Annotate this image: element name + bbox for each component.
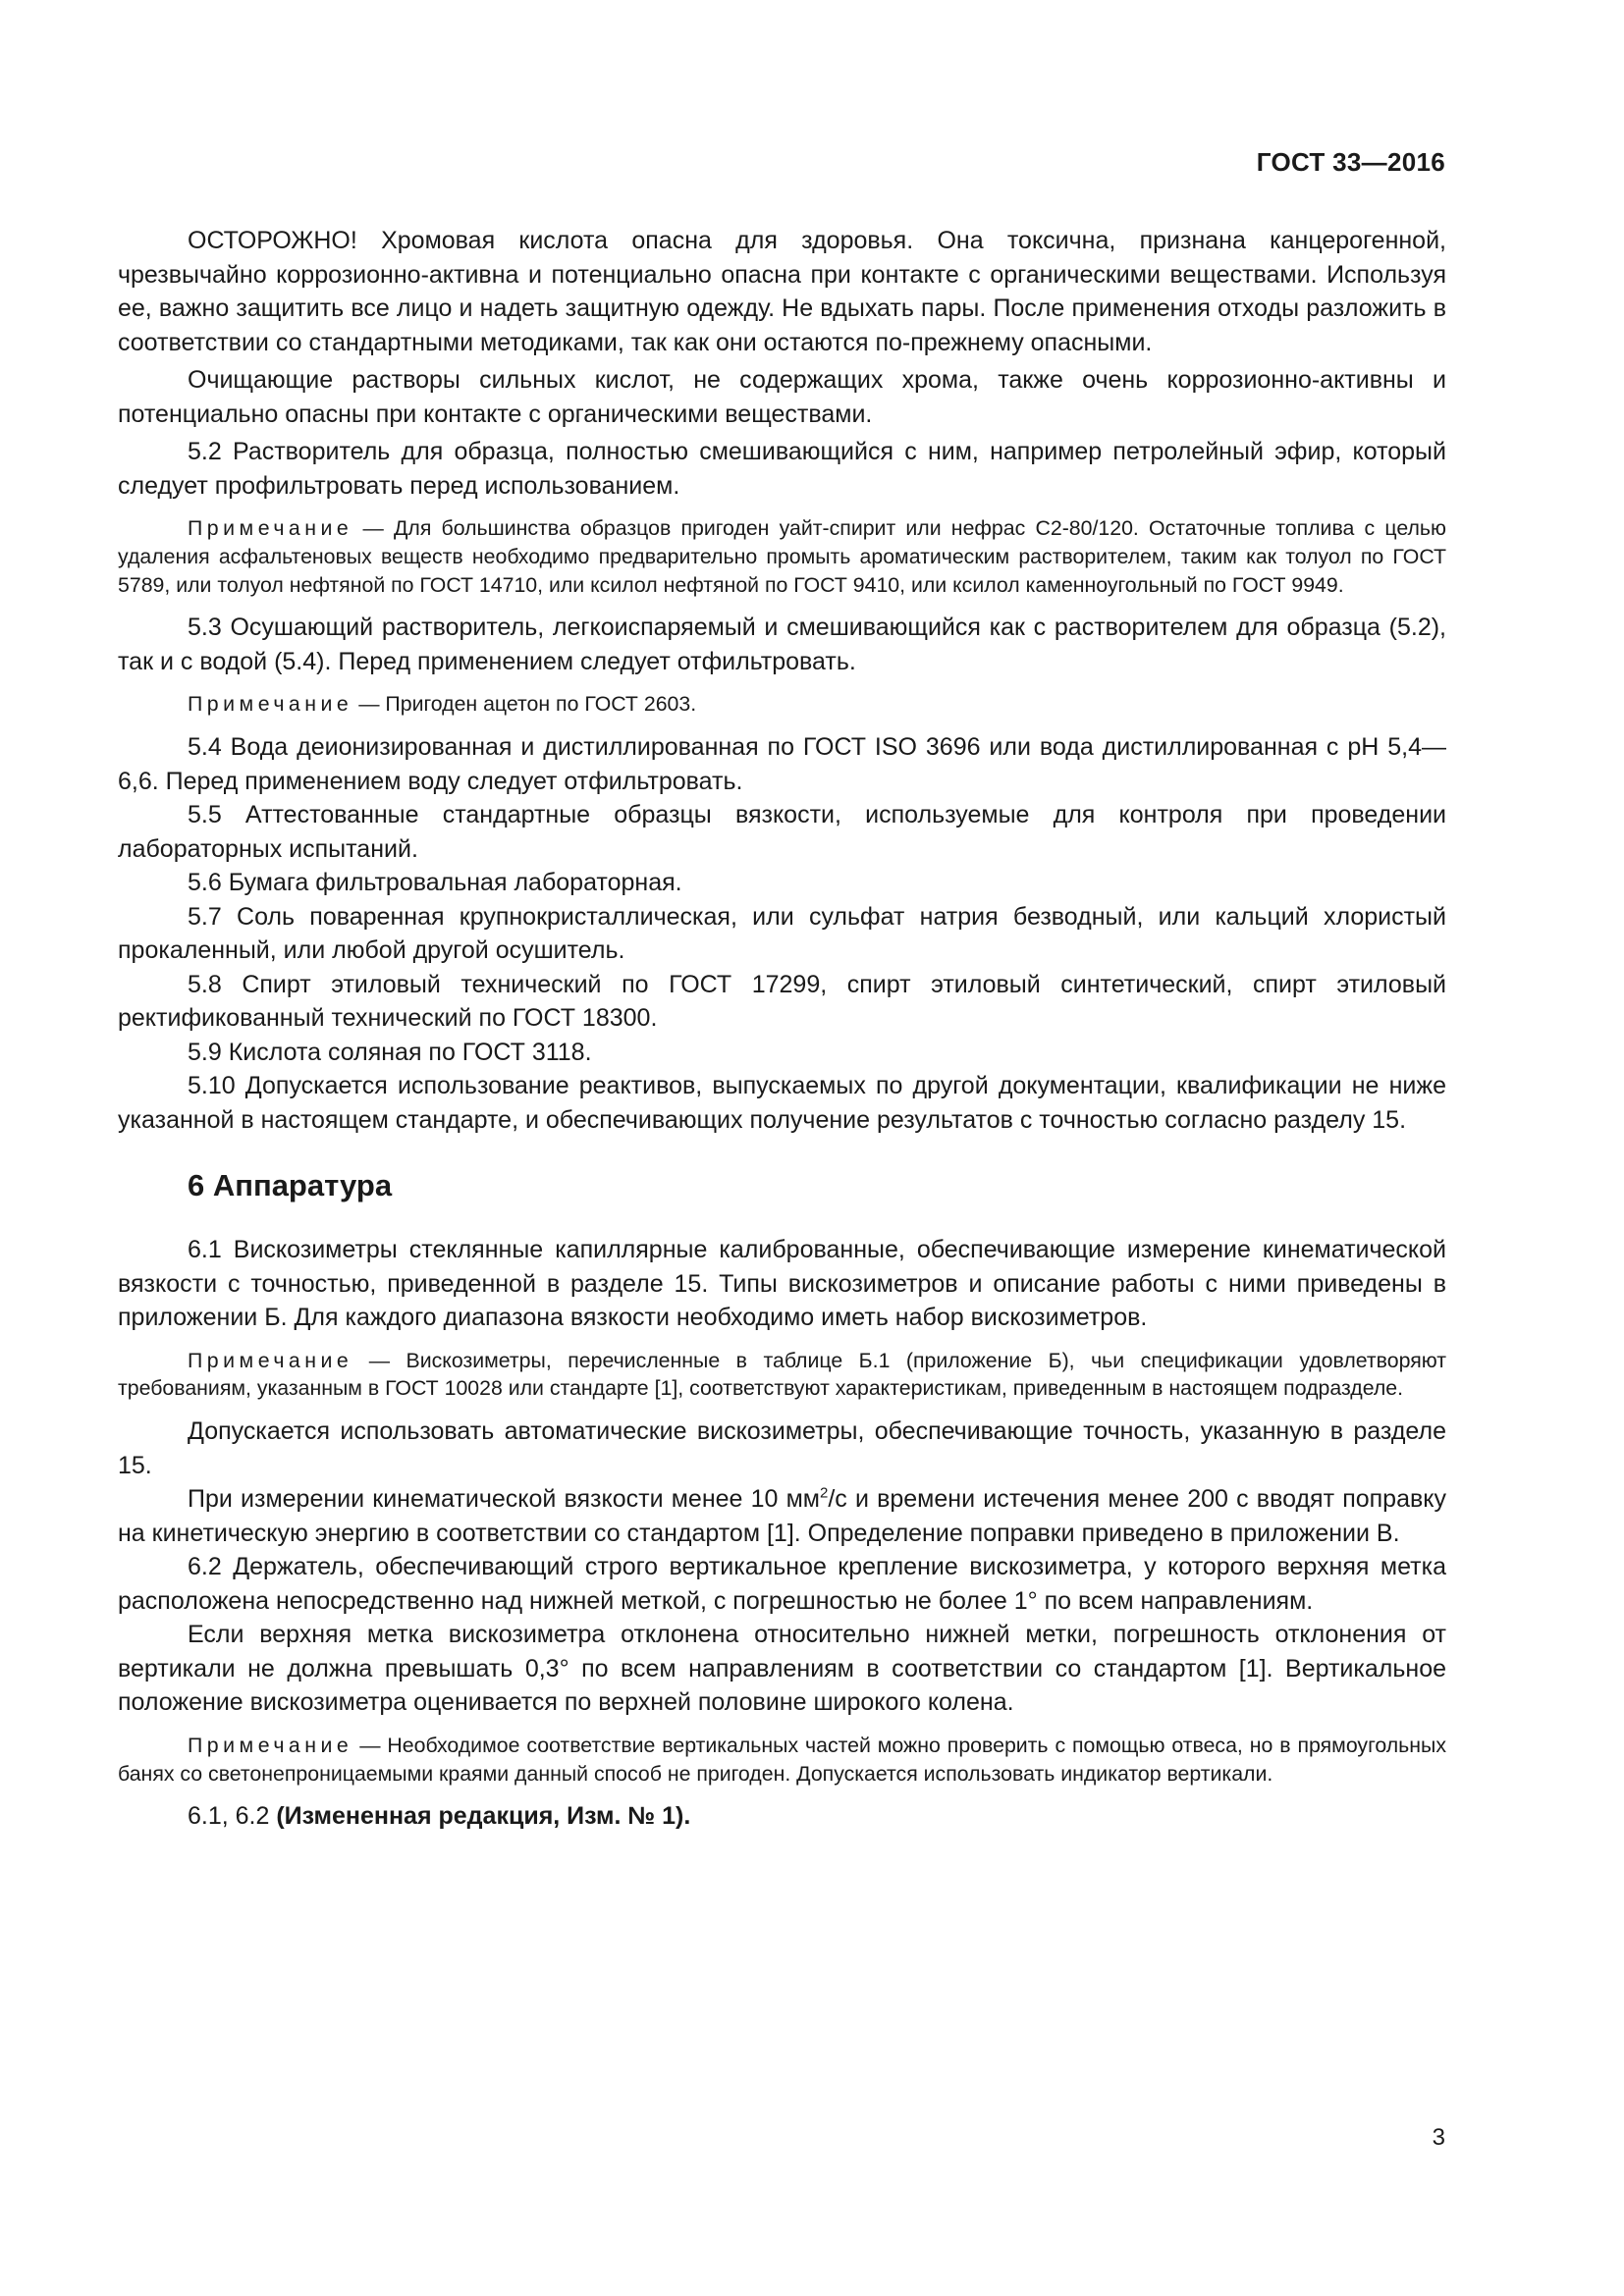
note-text: — Пригоден ацетон по ГОСТ 2603. <box>352 692 697 717</box>
clause-5-7: 5.7 Соль поваренная крупнокристаллическая, или сульфат натрия безводный, или кальций хлористый прокаленный, или любой другой осушитель. <box>118 902 1446 965</box>
kinetic-text-b: /с и времени истечения менее 200 с вводят поправку на кинетическую энергию в соответствии со стандартом [1]. Определение поправки приведено в приложении В. <box>118 1485 1446 1547</box>
kinetic-correction-paragraph <box>118 1482 1446 1550</box>
note-5-3 <box>118 690 1446 719</box>
kinetic-text-a: При измерении кинематической вязкости менее 10 мм <box>188 1485 820 1514</box>
note-6-1 <box>118 1347 1446 1404</box>
document-code: ГОСТ 33—2016 <box>1256 147 1445 177</box>
clause-6-1: 6.1 Вискозиметры стеклянные капиллярные калиброванные, обеспечивающие измерение кинематической вязкости с точностью, приведенной в разделе 15. Типы вискозиметров и описание работы с ними приведены в приложении Б. Для каждого диапазона вязкости необходимо иметь набор вискозиметров. <box>118 1236 1446 1332</box>
cleaning-solutions-paragraph: Очищающие растворы сильных кислот, не содержащих хрома, также очень коррозионно-активны и потенциально опасны при контакте с органическими веществами. <box>118 366 1446 428</box>
page-content <box>118 224 1446 1834</box>
note-text: — Для большинства образцов пригоден уайт-спирит или нефрас С2-80/120. Остаточные топлива с целью удаления асфальтеновых веществ необходимо предварительно промыть ароматическим растворителем, таким как толуол по ГОСТ 5789, или толуол нефтяной по ГОСТ 14710, или ксилол нефтяной по ГОСТ 9410, или ксилол каменноугольный по ГОСТ 9949. <box>118 516 1446 597</box>
automatic-viscometers-paragraph: Допускается использовать автоматические вискозиметры, обеспечивающие точность, указанную в разделе 15. <box>118 1417 1446 1479</box>
clause-5-5: 5.5 Аттестованные стандартные образцы вязкости, используемые для контроля при проведении лабораторных испытаний. <box>118 801 1446 863</box>
clause-5-3: 5.3 Осушающий растворитель, легкоиспаряемый и смешивающийся как с растворителем для образца (5.2), так и с водой (5.4). Перед применением следует отфильтровать. <box>118 614 1446 675</box>
note-text: — Вискозиметры, перечисленные в таблице Б.1 (приложение Б), чьи спецификации удовлетворяют требованиям, указанным в ГОСТ 10028 или стандарте [1], соответствуют характеристикам, приведенным в настоящем подразделе. <box>118 1348 1446 1401</box>
clause-6-2: 6.2 Держатель, обеспечивающий строго вертикальное крепление вискозиметра, у которого верхняя метка расположена непосредственно над нижней меткой, с погрешностью не более 1° по всем направлениям. <box>118 1553 1446 1615</box>
clause-5-6: 5.6 Бумага фильтровальная лабораторная. <box>188 869 682 897</box>
clause-5-8: 5.8 Спирт этиловый технический по ГОСТ 17299, спирт этиловый синтетический, спирт этиловый ректификованный технический по ГОСТ 18300. <box>118 970 1446 1033</box>
note-label: Примечание <box>188 1733 353 1757</box>
amendment-paragraph <box>118 1799 1446 1834</box>
clause-5-4: 5.4 Вода деионизированная и дистиллированная по ГОСТ ISO 3696 или вода дистиллированная с pH 5,4—6,6. Перед применением воду следует отфильтровать. <box>118 733 1446 795</box>
section-6-heading: 6 Аппаратура <box>188 1168 393 1203</box>
amendment-bold: (Измененная редакция, Изм. № 1). <box>276 1802 691 1831</box>
amendment-prefix: 6.1, 6.2 <box>188 1802 277 1831</box>
note-5-2 <box>118 514 1446 599</box>
clause-5-10: 5.10 Допускается использование реактивов, выпускаемых по другой документации, квалификации не ниже указанной в настоящем стандарте, и обеспечивающих получение результатов с точностью согласно разделу 15. <box>118 1072 1446 1134</box>
note-text: — Необходимое соответствие вертикальных частей можно проверить с помощью отвеса, но в прямоугольных банях со светонепроницаемыми краями данный способ не пригоден. Допускается использовать индикатор вертикали. <box>118 1733 1446 1786</box>
clause-5-2: 5.2 Растворитель для образца, полностью смешивающийся с ним, например петролейный эфир, который следует профильтровать перед использованием. <box>118 438 1446 500</box>
page-number: 3 <box>1432 2124 1445 2151</box>
clause-5-9: 5.9 Кислота соляная по ГОСТ 3118. <box>188 1038 592 1066</box>
warning-paragraph: ОСТОРОЖНО! Хромовая кислота опасна для здоровья. Она токсична, признана канцерогенной, чрезвычайно коррозионно-активна и потенциально опасна при контакте с органическими веществами. Используя ее, важно защитить все лицо и надеть защитную одежду. Не вдыхать пары. После применения отходы разложить в соответствии со стандартными методиками, так как они остаются по-прежнему опасными. <box>118 227 1446 356</box>
note-label: Примечание <box>188 692 353 717</box>
deviation-paragraph: Если верхняя метка вискозиметра отклонена относительно нижней метки, погрешность отклонения от вертикали не должна превышать 0,3° по всем направлениям в соответствии со стандартом [1]. Вертикальное положение вискозиметра оценивается по верхней половине широкого колена. <box>118 1621 1446 1717</box>
note-label: Примечание <box>188 1348 353 1372</box>
note-label: Примечание <box>188 516 353 540</box>
unit-superscript: 2 <box>819 1484 829 1502</box>
note-6-2 <box>118 1732 1446 1789</box>
